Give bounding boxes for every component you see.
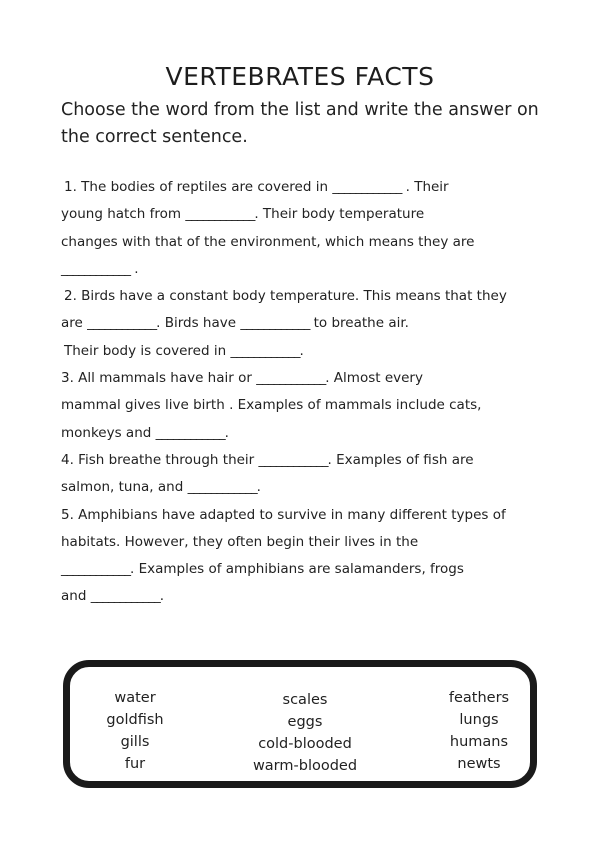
sentence-1-line-3 xyxy=(61,229,541,256)
answer-blank[interactable]: ____________ xyxy=(240,315,310,332)
sentence-text: habitats. However, they often begin their lives in the xyxy=(61,533,419,550)
word-bank-word: lungs xyxy=(459,712,499,728)
answer-blank[interactable]: ____________ xyxy=(155,424,225,441)
sentences-section xyxy=(61,174,541,611)
sentence-text: 3. All mammals have hair or xyxy=(61,370,257,387)
sentence-text: . Their xyxy=(401,179,449,195)
word-bank-word: eggs xyxy=(287,714,323,730)
page-title: VERTEBRATES FACTS xyxy=(165,62,435,91)
word-bank-word: fur xyxy=(124,756,146,772)
answer-blank[interactable]: ____________ xyxy=(332,179,402,195)
sentence-text: to breathe air. xyxy=(309,315,409,332)
sentence-3-line-3 xyxy=(61,420,541,447)
sentence-text: changes with that of the environment, which means they are xyxy=(61,233,475,250)
word-bank-word: humans xyxy=(449,734,509,750)
sentence-text: . Almost every xyxy=(325,370,423,387)
sentence-text: 5. Amphibians have adapted to survive in many different types of xyxy=(61,506,506,523)
sentence-text: 4. Fish breathe through their xyxy=(61,451,259,468)
sentence-text: mammal gives live birth . Examples of mammals include cats, xyxy=(61,397,482,414)
sentence-text: young hatch from xyxy=(61,206,186,223)
word-bank-word: newts xyxy=(457,756,501,772)
word-bank-word: gills xyxy=(120,734,150,750)
sentence-text: 2. Birds have a constant body temperature. This means that they xyxy=(64,288,507,305)
answer-blank[interactable]: ____________ xyxy=(61,260,130,277)
sentence-text: Their body is covered in xyxy=(64,342,231,359)
sentence-text: . Examples of fish are xyxy=(327,451,474,468)
sentence-5-line-3 xyxy=(61,556,541,583)
sentence-2-line-1 xyxy=(61,283,541,310)
answer-blank[interactable]: ____________ xyxy=(185,206,255,223)
sentence-5-line-2 xyxy=(61,529,541,556)
sentence-2-line-3 xyxy=(61,338,541,365)
sentence-text: . xyxy=(130,260,139,277)
sentence-text: are xyxy=(61,315,88,332)
instructions: Choose the word from the list and write the answer on the correct sentence. xyxy=(61,100,539,147)
sentence-text: . Their body temperature xyxy=(254,206,425,223)
answer-blank[interactable]: ____________ xyxy=(230,342,300,359)
sentence-text: . xyxy=(159,588,164,605)
word-bank-word: cold-blooded xyxy=(258,736,352,752)
sentence-3-line-1 xyxy=(61,365,541,392)
sentence-text: . xyxy=(256,479,261,496)
sentence-text: salmon, tuna, and xyxy=(61,479,188,496)
sentence-5-line-1 xyxy=(61,502,541,529)
sentence-5-line-4 xyxy=(61,583,541,610)
word-bank-word: feathers xyxy=(448,690,510,706)
word-bank-word: water xyxy=(114,690,156,706)
word-bank-word: goldfish xyxy=(106,712,164,728)
answer-blank[interactable]: ____________ xyxy=(187,479,257,496)
sentence-text: . xyxy=(224,424,229,441)
sentence-2-line-2 xyxy=(61,310,541,337)
answer-blank[interactable]: ____________ xyxy=(61,561,130,578)
answer-blank[interactable]: ____________ xyxy=(258,451,328,468)
sentence-1-line-4 xyxy=(61,256,541,283)
sentence-4-line-2 xyxy=(61,474,541,501)
sentence-text: and xyxy=(61,588,91,605)
answer-blank[interactable]: ____________ xyxy=(90,588,160,605)
sentence-text: 1. The bodies of reptiles are covered in xyxy=(64,179,333,195)
answer-blank[interactable]: ____________ xyxy=(256,370,326,387)
answer-blank[interactable]: ____________ xyxy=(87,315,157,332)
word-bank-box xyxy=(63,660,537,788)
word-bank-word: scales xyxy=(282,692,328,708)
sentence-text: . Examples of amphibians are salamanders, frogs xyxy=(130,561,464,578)
word-bank-column-3 xyxy=(432,687,526,775)
sentence-4-line-1 xyxy=(61,447,541,474)
sentence-text: . xyxy=(299,342,304,359)
word-bank-column-1 xyxy=(88,687,182,775)
word-bank-column-2 xyxy=(235,689,375,777)
sentence-text: . Birds have xyxy=(156,315,241,332)
sentence-text: monkeys and xyxy=(61,424,156,441)
sentence-3-line-2 xyxy=(61,392,541,419)
sentence-1-line-1 xyxy=(61,174,541,201)
word-bank-word: warm-blooded xyxy=(252,758,358,774)
sentence-1-line-2 xyxy=(61,201,541,228)
